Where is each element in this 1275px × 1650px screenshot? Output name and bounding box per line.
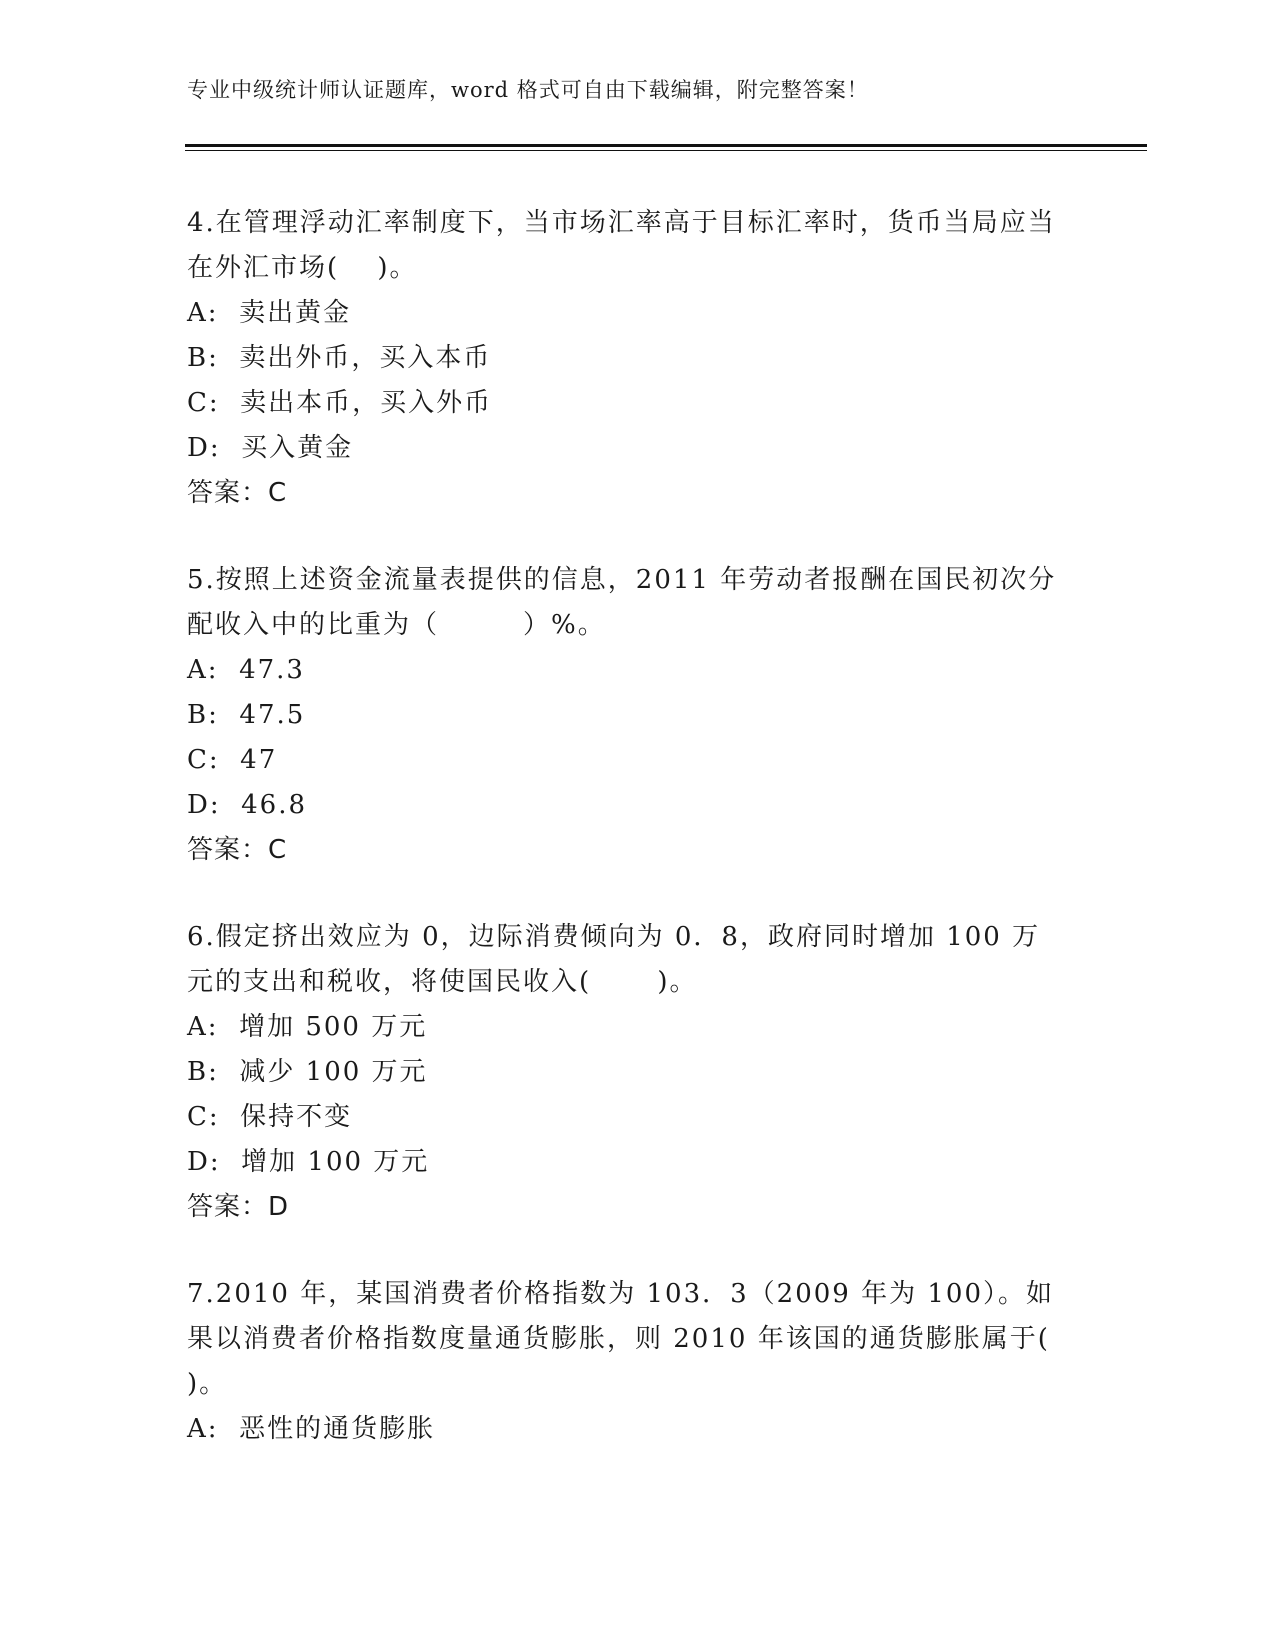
question-5 [187, 558, 1067, 873]
question-stem: 6.假定挤出效应为 0，边际消费倾向为 0．8，政府同时增加 100 万元的支出和税收，将使国民收入( )。 [187, 922, 1041, 997]
question-7 [187, 1272, 1117, 1452]
option-d: D: 买入黄金 [187, 433, 354, 463]
option-b: B: 47.5 [187, 700, 306, 730]
option-c: C: 卖出本币，买入外币 [187, 388, 493, 418]
header-divider [185, 144, 1147, 147]
answer-line: 答案：D [187, 1192, 290, 1222]
option-b: B: 卖出外币，买入本币 [187, 343, 492, 373]
answer-line: 答案：C [187, 835, 288, 865]
option-b: B: 减少 100 万元 [187, 1057, 428, 1087]
option-c: C: 保持不变 [187, 1102, 353, 1132]
option-a: A: 恶性的通货膨胀 [187, 1414, 436, 1444]
question-stem: 5.按照上述资金流量表提供的信息，2011 年劳动者报酬在国民初次分配收入中的比重为（ ）%。 [187, 565, 1057, 640]
option-a: A: 47.3 [187, 655, 305, 685]
question-stem: 7.2010 年，某国消费者价格指数为 103．3（2009 年为 100）。如果以消费者价格指数度量通货膨胀，则 2010 年该国的通货膨胀属于( )。 [187, 1279, 1117, 1399]
option-d: D: 增加 100 万元 [187, 1147, 430, 1177]
option-a: A: 增加 500 万元 [187, 1012, 428, 1042]
page-header: 专业中级统计师认证题库，word 格式可自由下载编辑，附完整答案！ [187, 78, 869, 102]
option-a: A: 卖出黄金 [187, 298, 352, 328]
option-d: D: 46.8 [187, 790, 308, 820]
answer-line: 答案：C [187, 478, 288, 508]
option-c: C: 47 [187, 745, 278, 775]
question-stem: 4.在管理浮动汇率制度下，当市场汇率高于目标汇率时，货币当局应当在外汇市场( )。 [187, 208, 1056, 283]
question-6 [187, 915, 1067, 1230]
question-list [187, 201, 1117, 1494]
question-4 [187, 201, 1067, 516]
